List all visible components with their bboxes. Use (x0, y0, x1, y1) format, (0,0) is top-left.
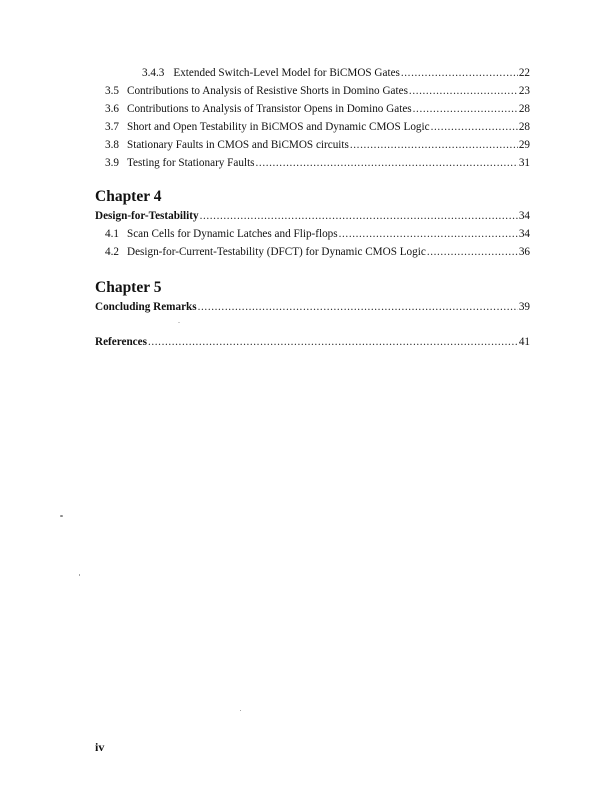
toc-entry-number: 4.1 (105, 228, 119, 240)
page-number-label: iv (95, 740, 105, 754)
toc-entry-number: 3.4.3 (142, 67, 165, 79)
toc-entry-title: Design-for-Current-Testability (DFCT) for Dynamic CMOS Logic (126, 246, 426, 258)
dot-leader (413, 103, 518, 116)
toc-entry-page: 41 (518, 336, 530, 348)
toc-entry-4-2[interactable] (105, 246, 530, 259)
toc-entry-page: 31 (518, 157, 530, 169)
toc-entry-title: Scan Cells for Dynamic Latches and Flip-flops (126, 228, 338, 240)
toc-entry-3-9[interactable] (105, 157, 530, 170)
toc-entry-page: 23 (518, 85, 530, 97)
toc-entry-number: 3.8 (105, 139, 119, 151)
dot-leader (198, 301, 518, 314)
toc-entry-title: References (95, 336, 147, 348)
toc-entry-page: 36 (518, 246, 530, 258)
toc-entry-page: 34 (518, 210, 530, 222)
toc-entry-number: 3.5 (105, 85, 119, 97)
chapter-5-heading: Chapter 5 (95, 279, 162, 296)
toc-entry-title: Extended Switch-Level Model for BiCMOS Gates (173, 67, 400, 79)
toc-entry-number: 4.2 (105, 246, 119, 258)
scan-speck (240, 710, 241, 711)
toc-entry-3-5[interactable] (105, 85, 530, 98)
toc-entry-page: 29 (518, 139, 530, 151)
scan-speck (178, 322, 180, 323)
toc-entry-page: 39 (518, 301, 530, 313)
toc-entry-page: 28 (518, 103, 530, 115)
dot-leader (350, 139, 518, 152)
toc-entry-number: 3.7 (105, 121, 119, 133)
toc-entry-page: 22 (518, 67, 530, 79)
toc-entry-title: Short and Open Testability in BiCMOS and Dynamic CMOS Logic (126, 121, 430, 133)
scan-speck (60, 515, 63, 517)
toc-entry-chapter-5[interactable] (95, 301, 530, 314)
toc-entry-4-1[interactable] (105, 228, 530, 241)
toc-entry-title: Testing for Stationary Faults (126, 157, 255, 169)
dot-leader (431, 121, 518, 134)
dot-leader (409, 85, 518, 98)
toc-entry-title: Concluding Remarks (95, 301, 197, 313)
toc-entry-references[interactable] (95, 336, 530, 349)
toc-entry-number: 3.9 (105, 157, 119, 169)
toc-entry-page: 28 (518, 121, 530, 133)
toc-entry-page: 34 (518, 228, 530, 240)
toc-entry-3-8[interactable] (105, 139, 530, 152)
toc-entry-number: 3.6 (105, 103, 119, 115)
toc-entry-3-7[interactable] (105, 121, 530, 134)
dot-leader (339, 228, 518, 241)
toc-entry-title: Stationary Faults in CMOS and BiCMOS circuits (126, 139, 349, 151)
toc-entry-title: Design-for-Testability (95, 210, 199, 222)
toc-entry-3-6[interactable] (105, 103, 530, 116)
chapter-4-heading: Chapter 4 (95, 188, 162, 205)
dot-leader (401, 67, 518, 80)
toc-entry-chapter-4[interactable] (95, 210, 530, 223)
dot-leader (200, 210, 518, 223)
toc-entry-title: Contributions to Analysis of Transistor Opens in Domino Gates (126, 103, 412, 115)
scan-speck (79, 574, 80, 576)
dot-leader (148, 336, 518, 349)
dot-leader (256, 157, 518, 170)
dot-leader (427, 246, 518, 259)
toc-entry-3-4-3[interactable] (142, 67, 530, 80)
toc-entry-title: Contributions to Analysis of Resistive Shorts in Domino Gates (126, 85, 408, 97)
